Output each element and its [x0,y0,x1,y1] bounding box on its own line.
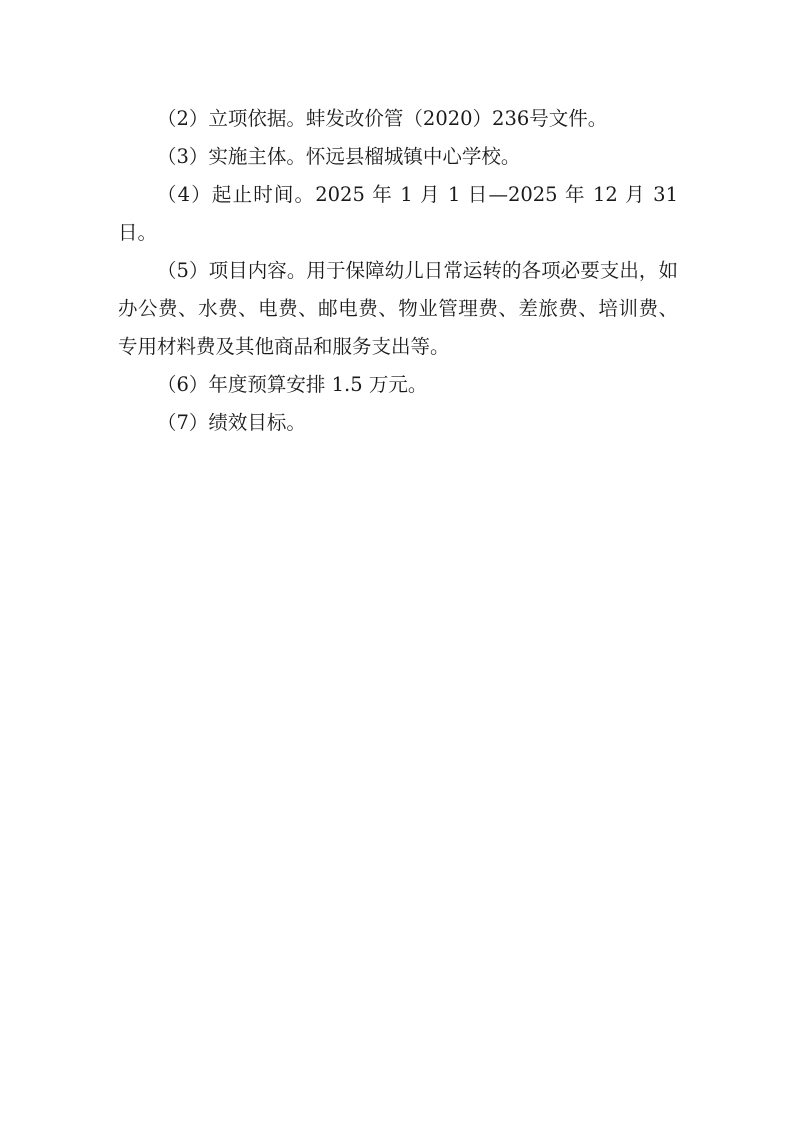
paragraph-goals: （7）绩效目标。 [157,411,306,434]
paragraph-implementer: （3）实施主体。怀远县榴城镇中心学校。 [157,145,521,168]
document-body [118,100,678,442]
paragraph-content: （5）项目内容。用于保障幼儿日常运转的各项必要支出，如办公费、水费、电费、邮电费、物业管理费、差旅费、培训费、专用材料费及其他商品和服务支出等。 [118,259,678,358]
paragraph-basis: （2）立项依据。蚌发改价管（2020）236号文件。 [157,107,608,130]
paragraph-budget: （6）年度预算安排 1.5 万元。 [157,373,428,396]
paragraph-period: （4）起止时间。2025 年 1 月 1 日—2025 年 12 月 31 日。 [118,183,678,244]
